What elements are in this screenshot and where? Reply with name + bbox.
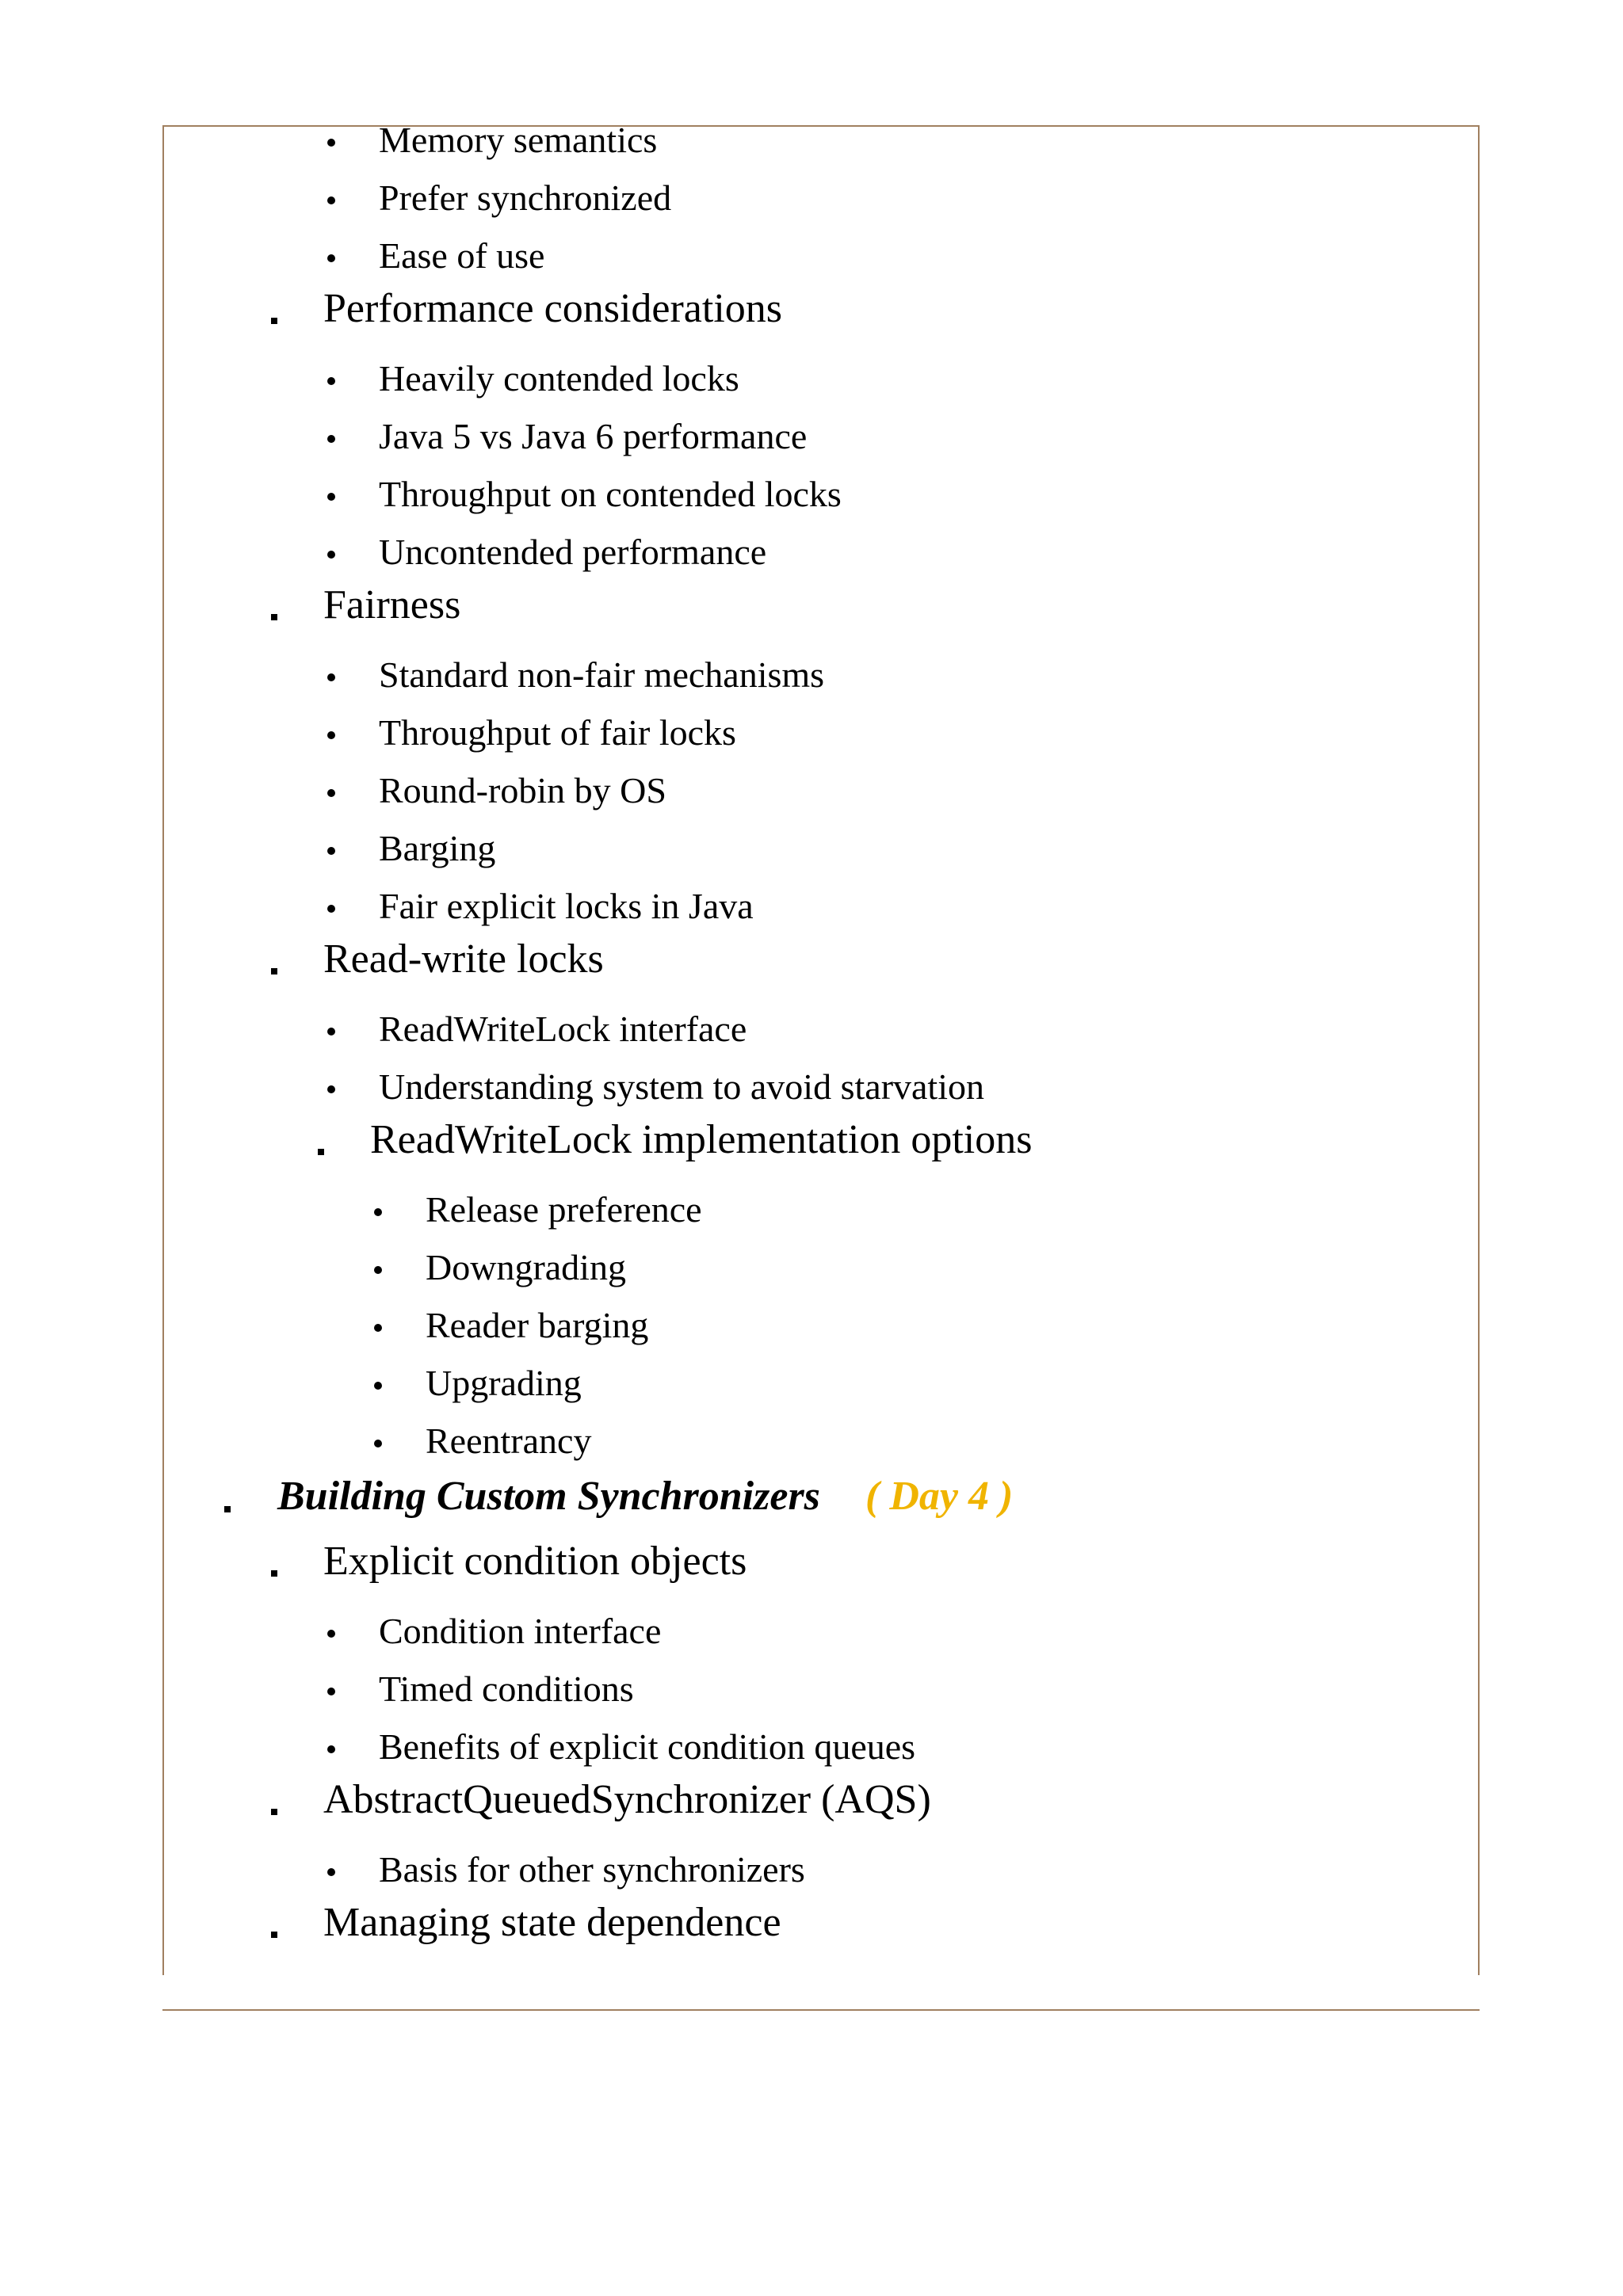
bullet-dot-icon [327,254,335,262]
bullet-square-icon [318,1149,324,1155]
day-label: ( Day 4 ) [865,1474,1014,1519]
bullet-dot-icon [327,1630,335,1638]
bullet-square-icon [224,1506,231,1512]
bullet-dot-icon [327,551,335,559]
outline-item-text: Upgrading [426,1363,582,1403]
outline-item-text: Performance considerations [323,286,783,331]
bullet-dot-icon [327,847,335,855]
bullet-square-icon [271,614,277,620]
bullet-square-icon [271,1809,277,1815]
outline-item-text: Explicit condition objects [323,1539,747,1584]
bullet-dot-icon [327,789,335,797]
outline-item-text: Throughput on contended locks [379,474,842,514]
outline-item-text: AbstractQueuedSynchronizer (AQS) [323,1777,931,1822]
bullet-dot-icon [327,905,335,913]
outline-item-text: Fair explicit locks in Java [379,886,754,926]
outline-item-text: Release preference [426,1189,702,1230]
bullet-dot-icon [327,493,335,501]
outline-item-text: Managing state dependence [323,1900,781,1945]
bullet-dot-icon [327,377,335,385]
bullet-dot-icon [327,673,335,681]
bullet-dot-icon [327,196,335,204]
bullet-dot-icon [327,1688,335,1695]
outline-item-text: Downgrading [426,1247,626,1287]
outline-item-text: Memory semantics [379,120,658,160]
outline-item-text: Throughput of fair locks [379,712,736,753]
bullet-dot-icon [327,1085,335,1093]
bullet-dot-icon [374,1208,382,1216]
outline-item-text: Read-write locks [323,936,604,982]
bullet-dot-icon [327,1868,335,1876]
outline-item-text: Fairness [323,582,461,627]
outline-item-text: Standard non-fair mechanisms [379,654,825,695]
outline-item-text: Condition interface [379,1611,662,1651]
outline-item-text: Reentrancy [426,1421,592,1461]
bullet-dot-icon [374,1382,382,1390]
outline-item-text: Heavily contended locks [379,358,739,399]
bullet-dot-icon [327,435,335,443]
page-frame [162,125,1480,1975]
outline-item-text: ReadWriteLock interface [379,1009,747,1049]
outline-item-text: ReadWriteLock implementation options [370,1117,1033,1162]
outline-item-text: Reader barging [426,1305,649,1345]
footer-rule [162,2009,1480,2011]
outline-item-text: Uncontended performance [379,532,767,572]
bullet-dot-icon [374,1440,382,1447]
bullet-square-icon [271,318,277,324]
bullet-dot-icon [327,731,335,739]
outline-item-text: Basis for other synchronizers [379,1849,805,1890]
outline-item-text: Prefer synchronized [379,177,672,218]
bullet-square-icon [271,968,277,974]
outline-item-text: Ease of use [379,235,545,276]
bullet-dot-icon [327,1028,335,1035]
bullet-dot-icon [327,1745,335,1753]
bullet-dot-icon [374,1324,382,1332]
bullet-square-icon [271,1570,277,1577]
outline-item-text: Barging [379,828,496,868]
outline-item-text: Timed conditions [379,1669,634,1709]
outline-item-text: Java 5 vs Java 6 performance [379,416,808,456]
outline-item-text: Building Custom Synchronizers [277,1474,820,1519]
bullet-dot-icon [327,139,335,147]
bullet-dot-icon [374,1266,382,1274]
bullet-square-icon [271,1932,277,1938]
outline-item-text: Round-robin by OS [379,770,666,810]
outline-item-text: Understanding system to avoid starvation [379,1066,984,1107]
outline-item-text: Benefits of explicit condition queues [379,1726,916,1767]
